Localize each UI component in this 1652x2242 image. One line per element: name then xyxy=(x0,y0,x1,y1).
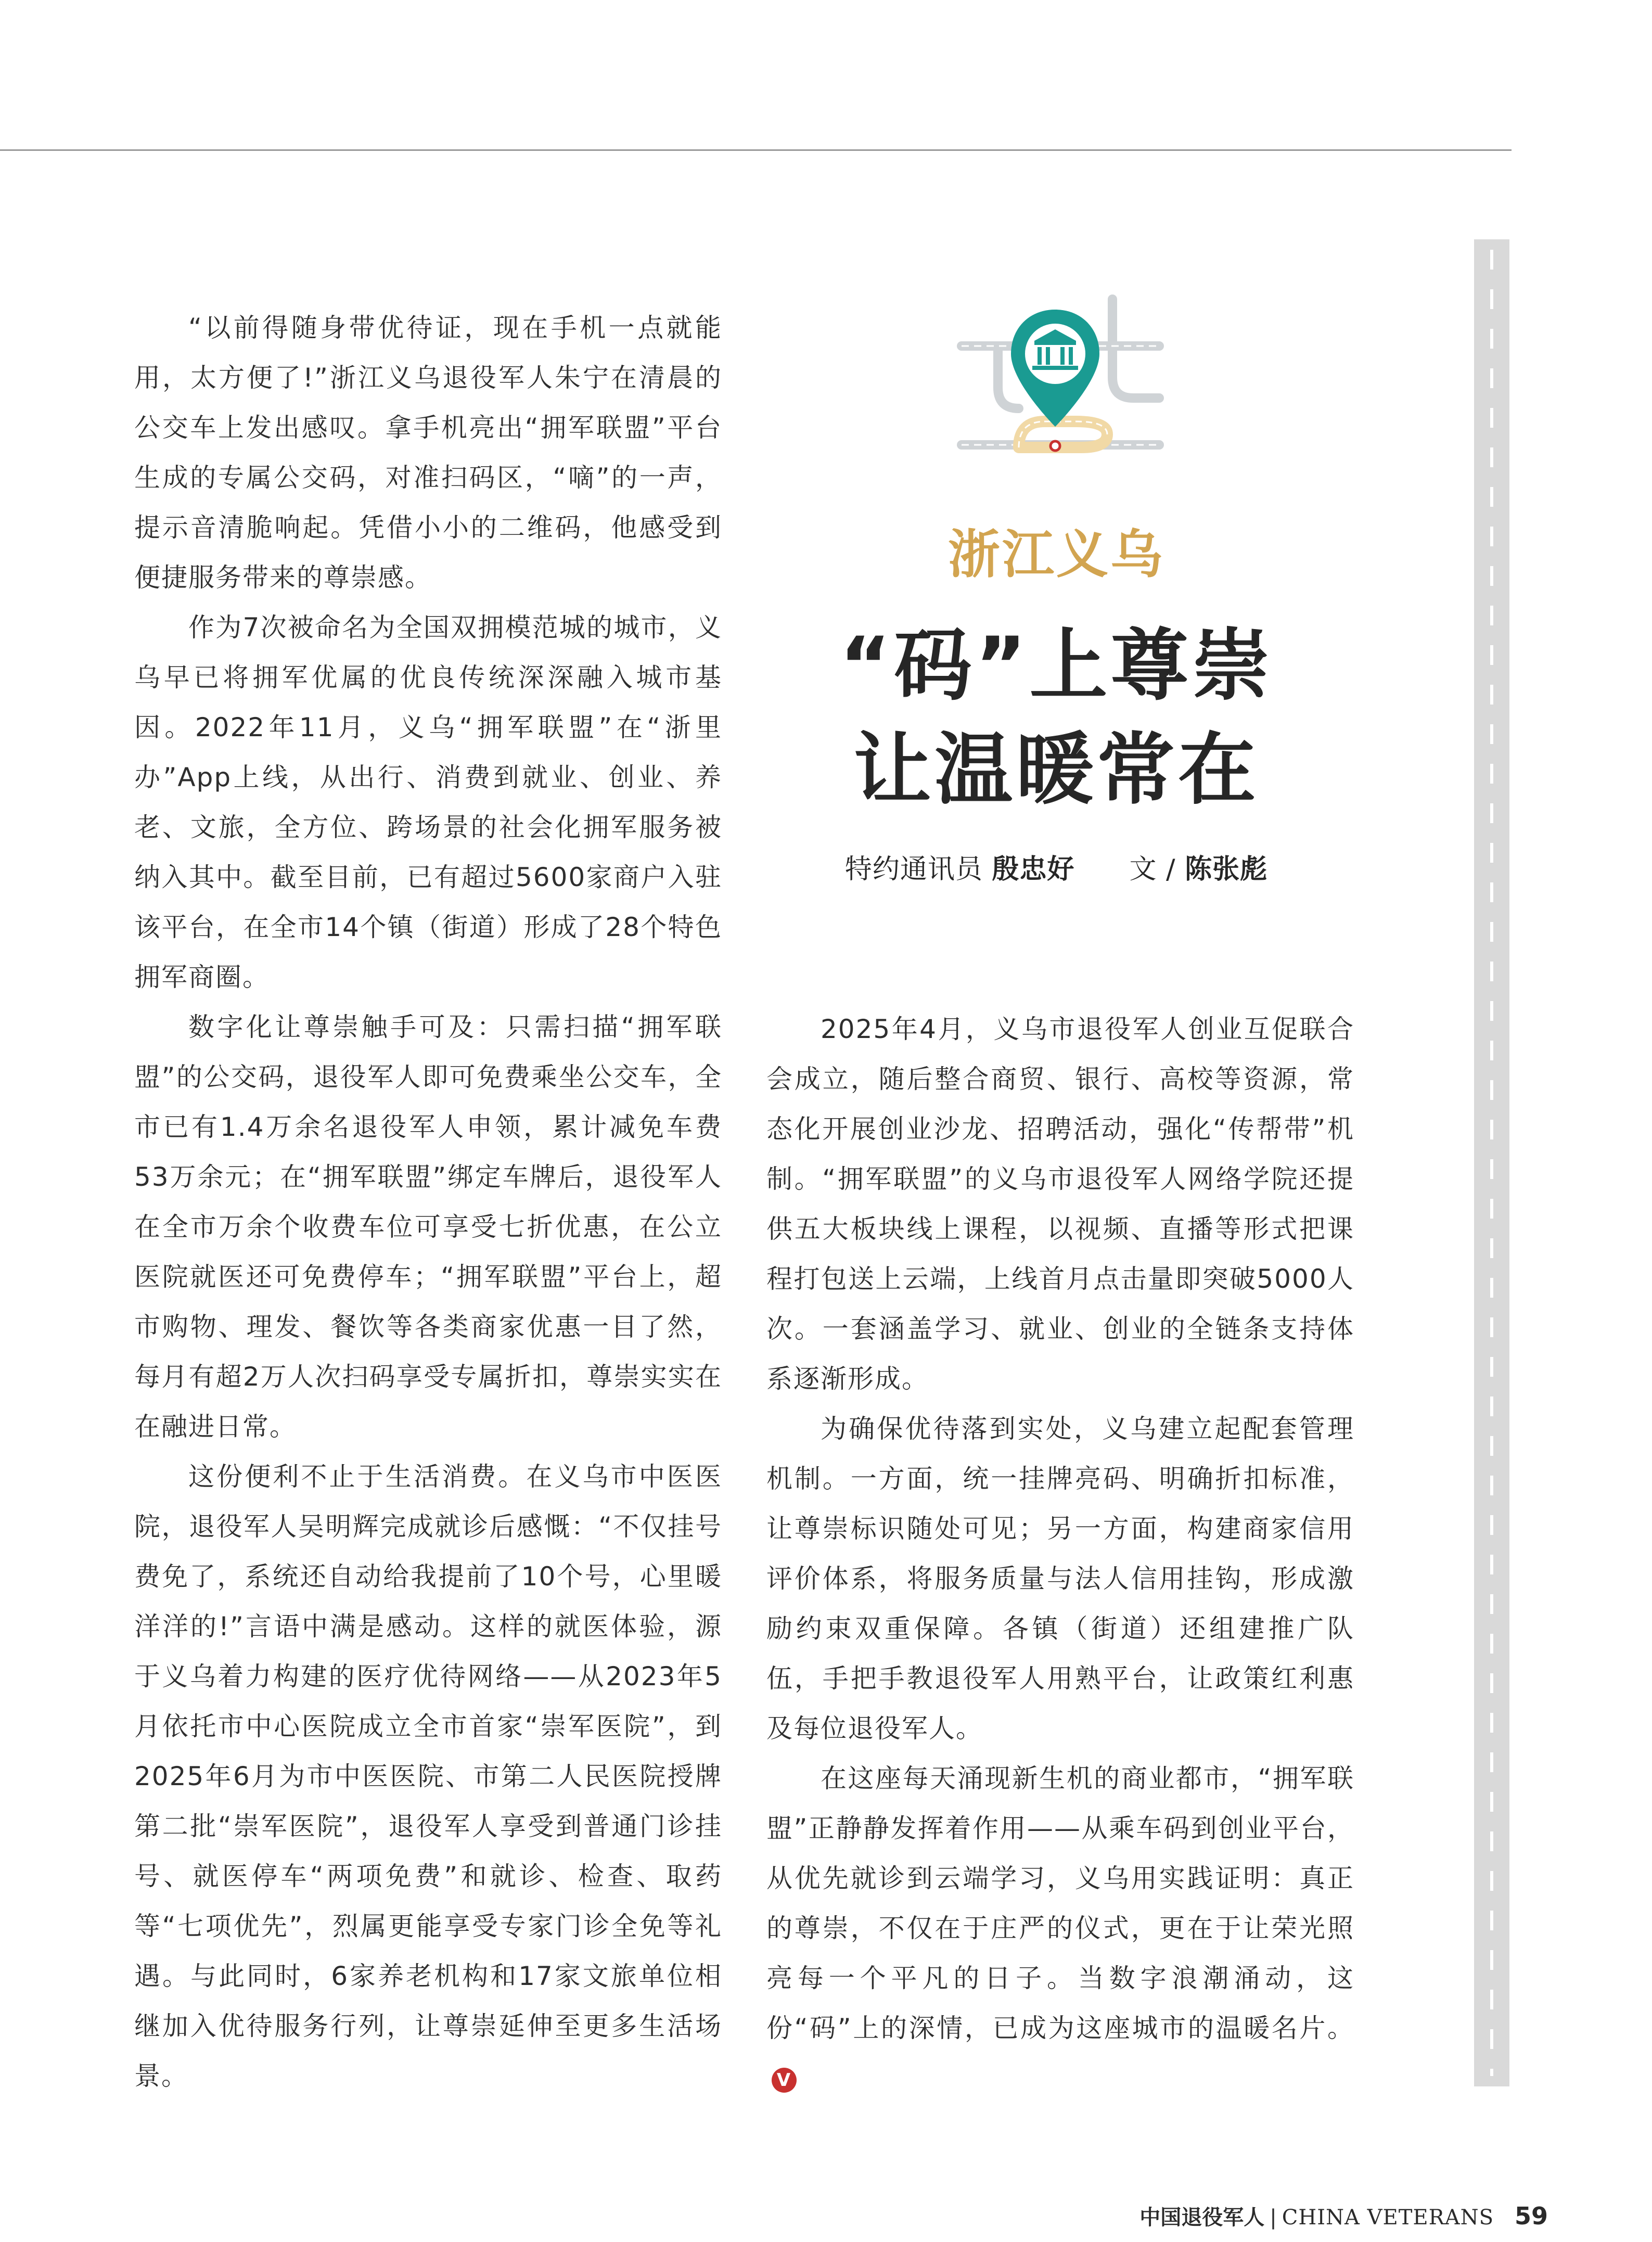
road-map-icon xyxy=(956,294,1164,471)
location-pin-icon xyxy=(1011,310,1099,427)
magazine-name-en: CHINA VETERANS xyxy=(1282,2206,1494,2230)
veteran-end-mark-icon: V xyxy=(772,2068,797,2093)
paragraph: 作为7次被命名为全国双拥模范城的城市，义乌早已将拥军优属的优良传统深深融入城市基因。2022年11月，义乌“拥军联盟”在“浙里办”App上线，从出行、消费到就业、创业、养老、文旅，全方位、跨场景的社会化拥军服务被纳入其中。截至目前，已有超过5600家商户入驻该平台，在全市14个镇（街道）形成了28个特色拥军商圈。 xyxy=(134,612,722,992)
header-rule xyxy=(0,149,1512,151)
byline-role: 特约通讯员 xyxy=(844,854,983,885)
page-number: 59 xyxy=(1514,2202,1548,2230)
article-right-column xyxy=(766,1004,1354,2103)
article-headline xyxy=(780,614,1332,822)
byline-author: 陈张彪 xyxy=(1185,854,1268,885)
page-footer xyxy=(1139,2201,1548,2231)
headline-line-1: “码”上尊崇 xyxy=(839,621,1273,711)
byline-reporter: 殷忠好 xyxy=(992,854,1075,885)
paragraph: 为确保优待落到实处，义乌建立起配套管理机制。一方面，统一挂牌亮码、明确折扣标准，让尊崇标识随处可见；另一方面，构建商家信用评价体系，将服务质量与法人信用挂钩，形成激励约束双重保障。各镇（街道）还组建推广队伍，手把手教退役军人用熟平台，让政策红利惠及每位退役军人。 xyxy=(766,1414,1354,1744)
article-kicker: 浙江义乌 xyxy=(948,524,1164,585)
decorative-road-strip xyxy=(1474,239,1509,2086)
paragraph: 2025年4月，义乌市退役军人创业互促联合会成立，随后整合商贸、银行、高校等资源，常态化开展创业沙龙、招聘活动，强化“传帮带”机制。“拥军联盟”的义乌市退役军人网络学院还提供五大板块线上课程，以视频、直播等形式把课程打包送上云端，上线首月点击量即突破5000人次。一套涵盖学习、就业、创业的全链条支持体系逐渐形成。 xyxy=(766,1014,1354,1394)
road-dash-line xyxy=(1490,250,1493,2076)
paragraph: 这份便利不止于生活消费。在义乌市中医医院，退役军人吴明辉完成就诊后感慨：“不仅挂号费免了，系统还自动给我提前了10个号，心里暖洋洋的!”言语中满是感动。这样的就医体验，源于义乌着力构建的医疗优待网络——从2023年5月依托市中心医院成立全市首家“崇军医院”，到2025年6月为市中医医院、市第二人民医院授牌第二批“崇军医院”，退役军人享受到普通门诊挂号、就医停车“两项免费”和就诊、检查、取药等“七项优先”，烈属更能享受专家门诊全免等礼遇。与此同时，6家养老机构和17家文旅单位相继加入优待服务行列，让尊崇延伸至更多生活场景。 xyxy=(134,1462,722,2091)
paragraph-text: 在这座每天涌现新生机的商业都市，“拥军联盟”正静静发挥着作用——从乘车码到创业平台，从优先就诊到云端学习，义乌用实践证明：真正的尊崇，不仅在于庄严的仪式，更在于让荣光照亮每一个平凡的日子。当数字浪潮涌动，这份“码”上的深情，已成为这座城市的温暖名片。 xyxy=(766,1763,1354,2043)
paragraph: “以前得随身带优待证，现在手机一点就能用，太方便了!”浙江义乌退役军人朱宁在清晨的公交车上发出感叹。拿手机亮出“拥军联盟”平台生成的专属公交码，对准扫码区，“嘀”的一声，提示音清脆响起。凭借小小的二维码，他感受到便捷服务带来的尊崇感。 xyxy=(134,313,722,593)
paragraph: 数字化让尊崇触手可及：只需扫描“拥军联盟”的公交码，退役军人即可免费乘坐公交车，全市已有1.4万余名退役军人申领，累计减免车费53万余元；在“拥军联盟”绑定车牌后，退役军人在全市万余个收费车位可享受七折优惠，在公立医院就医还可免费停车；“拥军联盟”平台上，超市购物、理发、餐饮等各类商家优惠一目了然，每月有超2万人次扫码享受专属折扣，尊崇实实在在融进日常。 xyxy=(134,1012,722,1442)
headline-line-2: 让温暖常在 xyxy=(853,725,1259,815)
article-left-column xyxy=(134,303,722,2101)
byline-author-label: 文 / xyxy=(1129,854,1176,885)
byline xyxy=(780,847,1332,886)
paragraph xyxy=(766,1753,1354,2103)
footer-separator: | xyxy=(1270,2206,1277,2230)
magazine-name-cn: 中国退役军人 xyxy=(1139,2206,1265,2230)
